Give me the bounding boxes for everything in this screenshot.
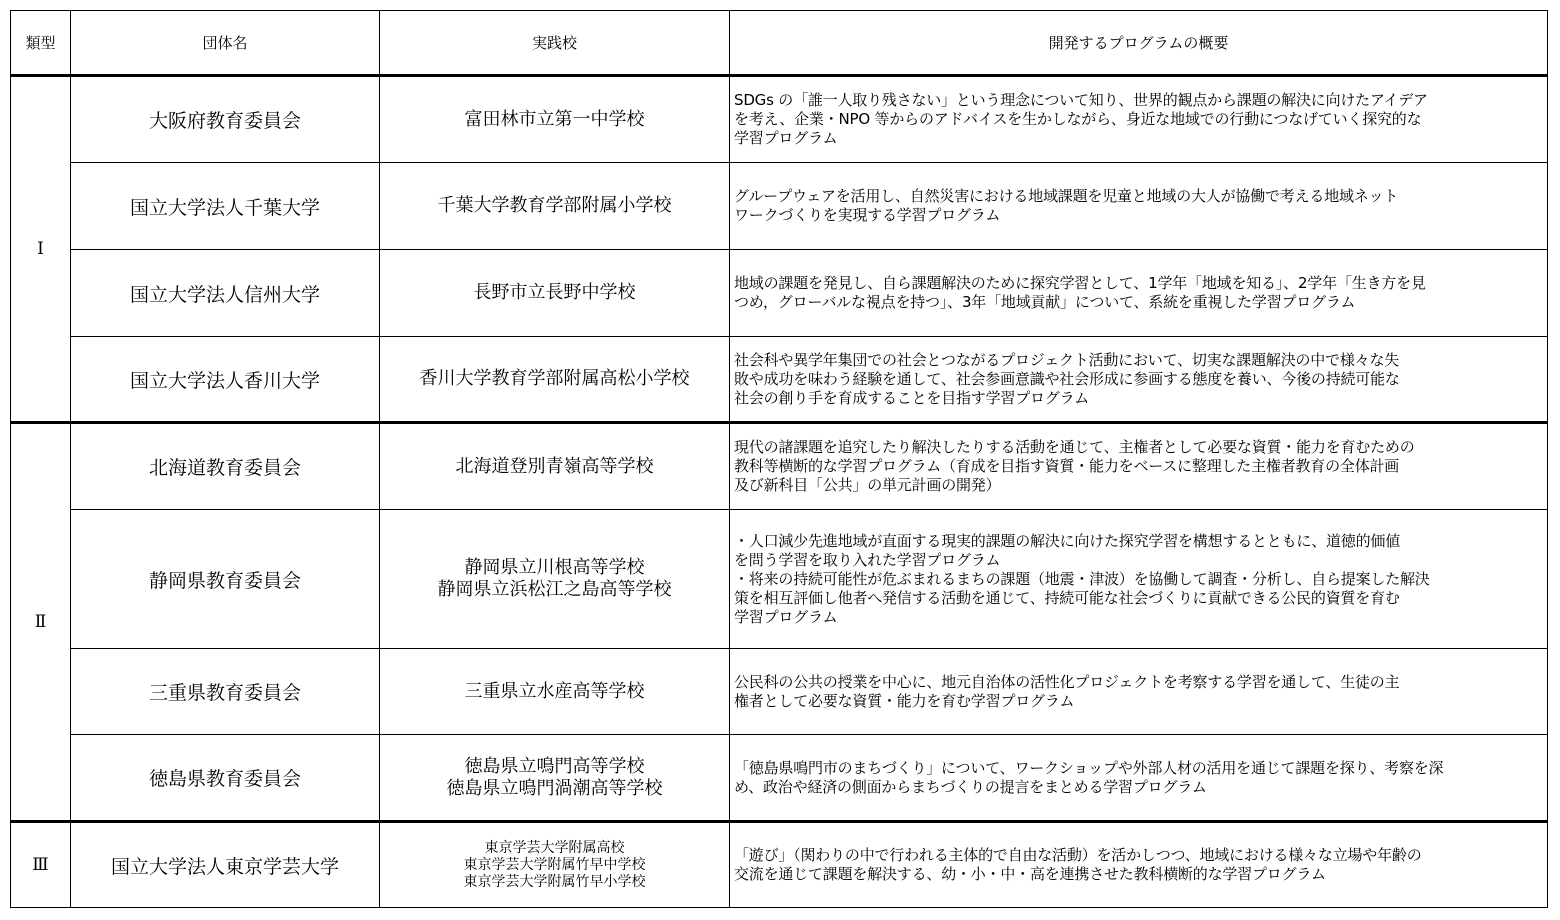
desc-line: 社会の創り手を育成することを目指す学習プログラム — [734, 388, 1090, 407]
desc-line: 社会科や異学年集団での社会とつながるプロジェクト活動において、切実な課題解決の中で様々な失 — [734, 350, 1400, 369]
desc-line: を考え、企業・NPO 等からのアドバイスを生かしながら、身近な地域での行動につなげていく探究的な — [734, 110, 1422, 128]
desc-line: ワークづくりを実現する学習プログラム — [734, 206, 1001, 224]
program-table — [10, 10, 1548, 908]
desc-line: 及び新科目「公共」の単元計画の開発） — [734, 476, 1001, 494]
school-cell — [380, 250, 730, 337]
school-name: 三重県立水産高等学校 — [464, 680, 645, 702]
desc-cell — [730, 510, 1548, 649]
type-cell: Ⅱ — [11, 423, 71, 822]
table-row — [11, 250, 1548, 337]
org-cell: 大阪府教育委員会 — [71, 76, 380, 163]
desc-cell — [730, 76, 1548, 163]
desc-cell — [730, 163, 1548, 250]
desc-line: を問う学習を取り入れた学習プログラム — [734, 550, 1001, 569]
desc-line: 権者として必要な資質・能力を育む学習プログラム — [734, 691, 1075, 710]
org-cell: 国立大学法人東京学芸大学 — [71, 822, 380, 908]
table-row — [11, 163, 1548, 250]
school-cell — [380, 423, 730, 510]
desc-cell — [730, 423, 1548, 510]
school-cell — [380, 76, 730, 163]
desc-line: 学習プログラム — [734, 607, 838, 626]
school-name: 静岡県立浜松江之島高等学校 — [437, 579, 672, 600]
desc-line: 敗や成功を味わう経験を通して、社会参画意識や社会形成に参画する態度を養い、今後の持続可能な — [734, 369, 1400, 388]
school-name: 静岡県立川根高等学校 — [464, 557, 645, 578]
desc-line: 現代の諸課題を追究したり解決したりする活動を通じて、主権者として必要な資質・能力を育むための — [734, 438, 1415, 456]
table-row — [11, 337, 1548, 423]
org-cell: 国立大学法人千葉大学 — [71, 163, 380, 250]
desc-cell — [730, 649, 1548, 735]
table-row — [11, 822, 1548, 908]
desc-line: 交流を通じて課題を解決する、幼・小・中・高を連携させた教科横断的な学習プログラム — [734, 865, 1326, 883]
desc-cell — [730, 735, 1548, 822]
desc-line: SDGs の「誰一人取り残さない」という理念について知り、世界的観点から課題の解決に向けたアイデア — [734, 91, 1428, 109]
school-cell — [380, 163, 730, 250]
desc-line: 公民科の公共の授業を中心に、地元自治体の活性化プロジェクトを考察する学習を通して、生徒の主 — [734, 672, 1400, 691]
type-cell: Ⅲ — [11, 822, 71, 908]
school-cell — [380, 510, 730, 649]
org-cell: 徳島県教育委員会 — [71, 735, 380, 822]
school-name: 富田林市立第一中学校 — [464, 108, 645, 130]
school-name: 長野市立長野中学校 — [473, 282, 636, 303]
desc-line: め、政治や経済の側面からまちづくりの提言をまとめる学習プログラム — [734, 777, 1207, 796]
org-cell: 三重県教育委員会 — [71, 649, 380, 735]
header-org: 団体名 — [71, 11, 380, 76]
desc-cell — [730, 250, 1548, 337]
desc-line: 地域の課題を発見し、自ら課題解決のために探究学習として、1学年「地域を知る」、2学年「生き方を見 — [734, 274, 1426, 292]
school-cell — [380, 822, 730, 908]
desc-line: ・人口減少先進地域が直面する現実的課題の解決に向けた探究学習を構想するとともに、道徳的価値 — [734, 531, 1401, 550]
desc-line: 教科等横断的な学習プログラム（育成を目指す資質・能力をベースに整理した主権者教育の全体計画 — [734, 457, 1400, 475]
school-name: 千葉大学教育学部附属小学校 — [437, 195, 672, 216]
desc-cell — [730, 822, 1548, 908]
table-row — [11, 510, 1548, 649]
desc-line: グループウェアを活用し、自然災害における地域課題を児童と地域の大人が協働で考える地域ネット — [734, 187, 1399, 205]
desc-line: 策を相互評価し他者へ発信する活動を通じて、持続可能な社会づくりに貢献できる公民的資質を育む — [734, 588, 1400, 607]
school-cell — [380, 337, 730, 423]
school-name: 北海道登別青嶺高等学校 — [455, 455, 654, 477]
desc-line: つめ，グローバルな視点を持つ」、3年「地域貢献」について、系統を重視した学習プログラム — [734, 293, 1356, 311]
desc-cell — [730, 337, 1548, 423]
desc-line: 学習プログラム — [734, 129, 838, 147]
school-name: 徳島県立鳴門高等学校 — [464, 755, 645, 777]
school-name: 徳島県立鳴門渦潮高等学校 — [446, 777, 663, 799]
org-cell: 静岡県教育委員会 — [71, 510, 380, 649]
school-cell — [380, 735, 730, 822]
org-cell: 国立大学法人香川大学 — [71, 337, 380, 423]
desc-line: 「遊び」（関わりの中で行われる主体的で自由な活動）を活かしつつ、地域における様々な立場や年齢の — [734, 846, 1422, 864]
header-desc: 開発するプログラムの概要 — [730, 11, 1548, 76]
school-cell — [380, 649, 730, 735]
type-cell: Ⅰ — [11, 76, 71, 423]
desc-line: 「徳島県鳴門市のまちづくり」について、ワークショップや外部人材の活用を通じて課題を探り、考察を深 — [734, 758, 1444, 777]
school-name: 東京学芸大学附属竹早中学校 — [463, 856, 646, 873]
org-cell: 北海道教育委員会 — [71, 423, 380, 510]
org-cell: 国立大学法人信州大学 — [71, 250, 380, 337]
table-row — [11, 76, 1548, 163]
school-name: 東京学芸大学附属竹早小学校 — [463, 873, 646, 890]
table-row — [11, 735, 1548, 822]
header-school: 実践校 — [380, 11, 730, 76]
school-name: 香川大学教育学部附属高松小学校 — [419, 368, 690, 389]
school-name: 東京学芸大学附属高校 — [484, 839, 625, 856]
header-row — [11, 11, 1548, 76]
desc-line: ・将来の持続可能性が危ぶまれるまちの課題（地震・津波）を協働して調査・分析し、自ら提案した解決 — [734, 569, 1430, 588]
header-type: 類型 — [11, 11, 71, 76]
table-row — [11, 649, 1548, 735]
table-row — [11, 423, 1548, 510]
